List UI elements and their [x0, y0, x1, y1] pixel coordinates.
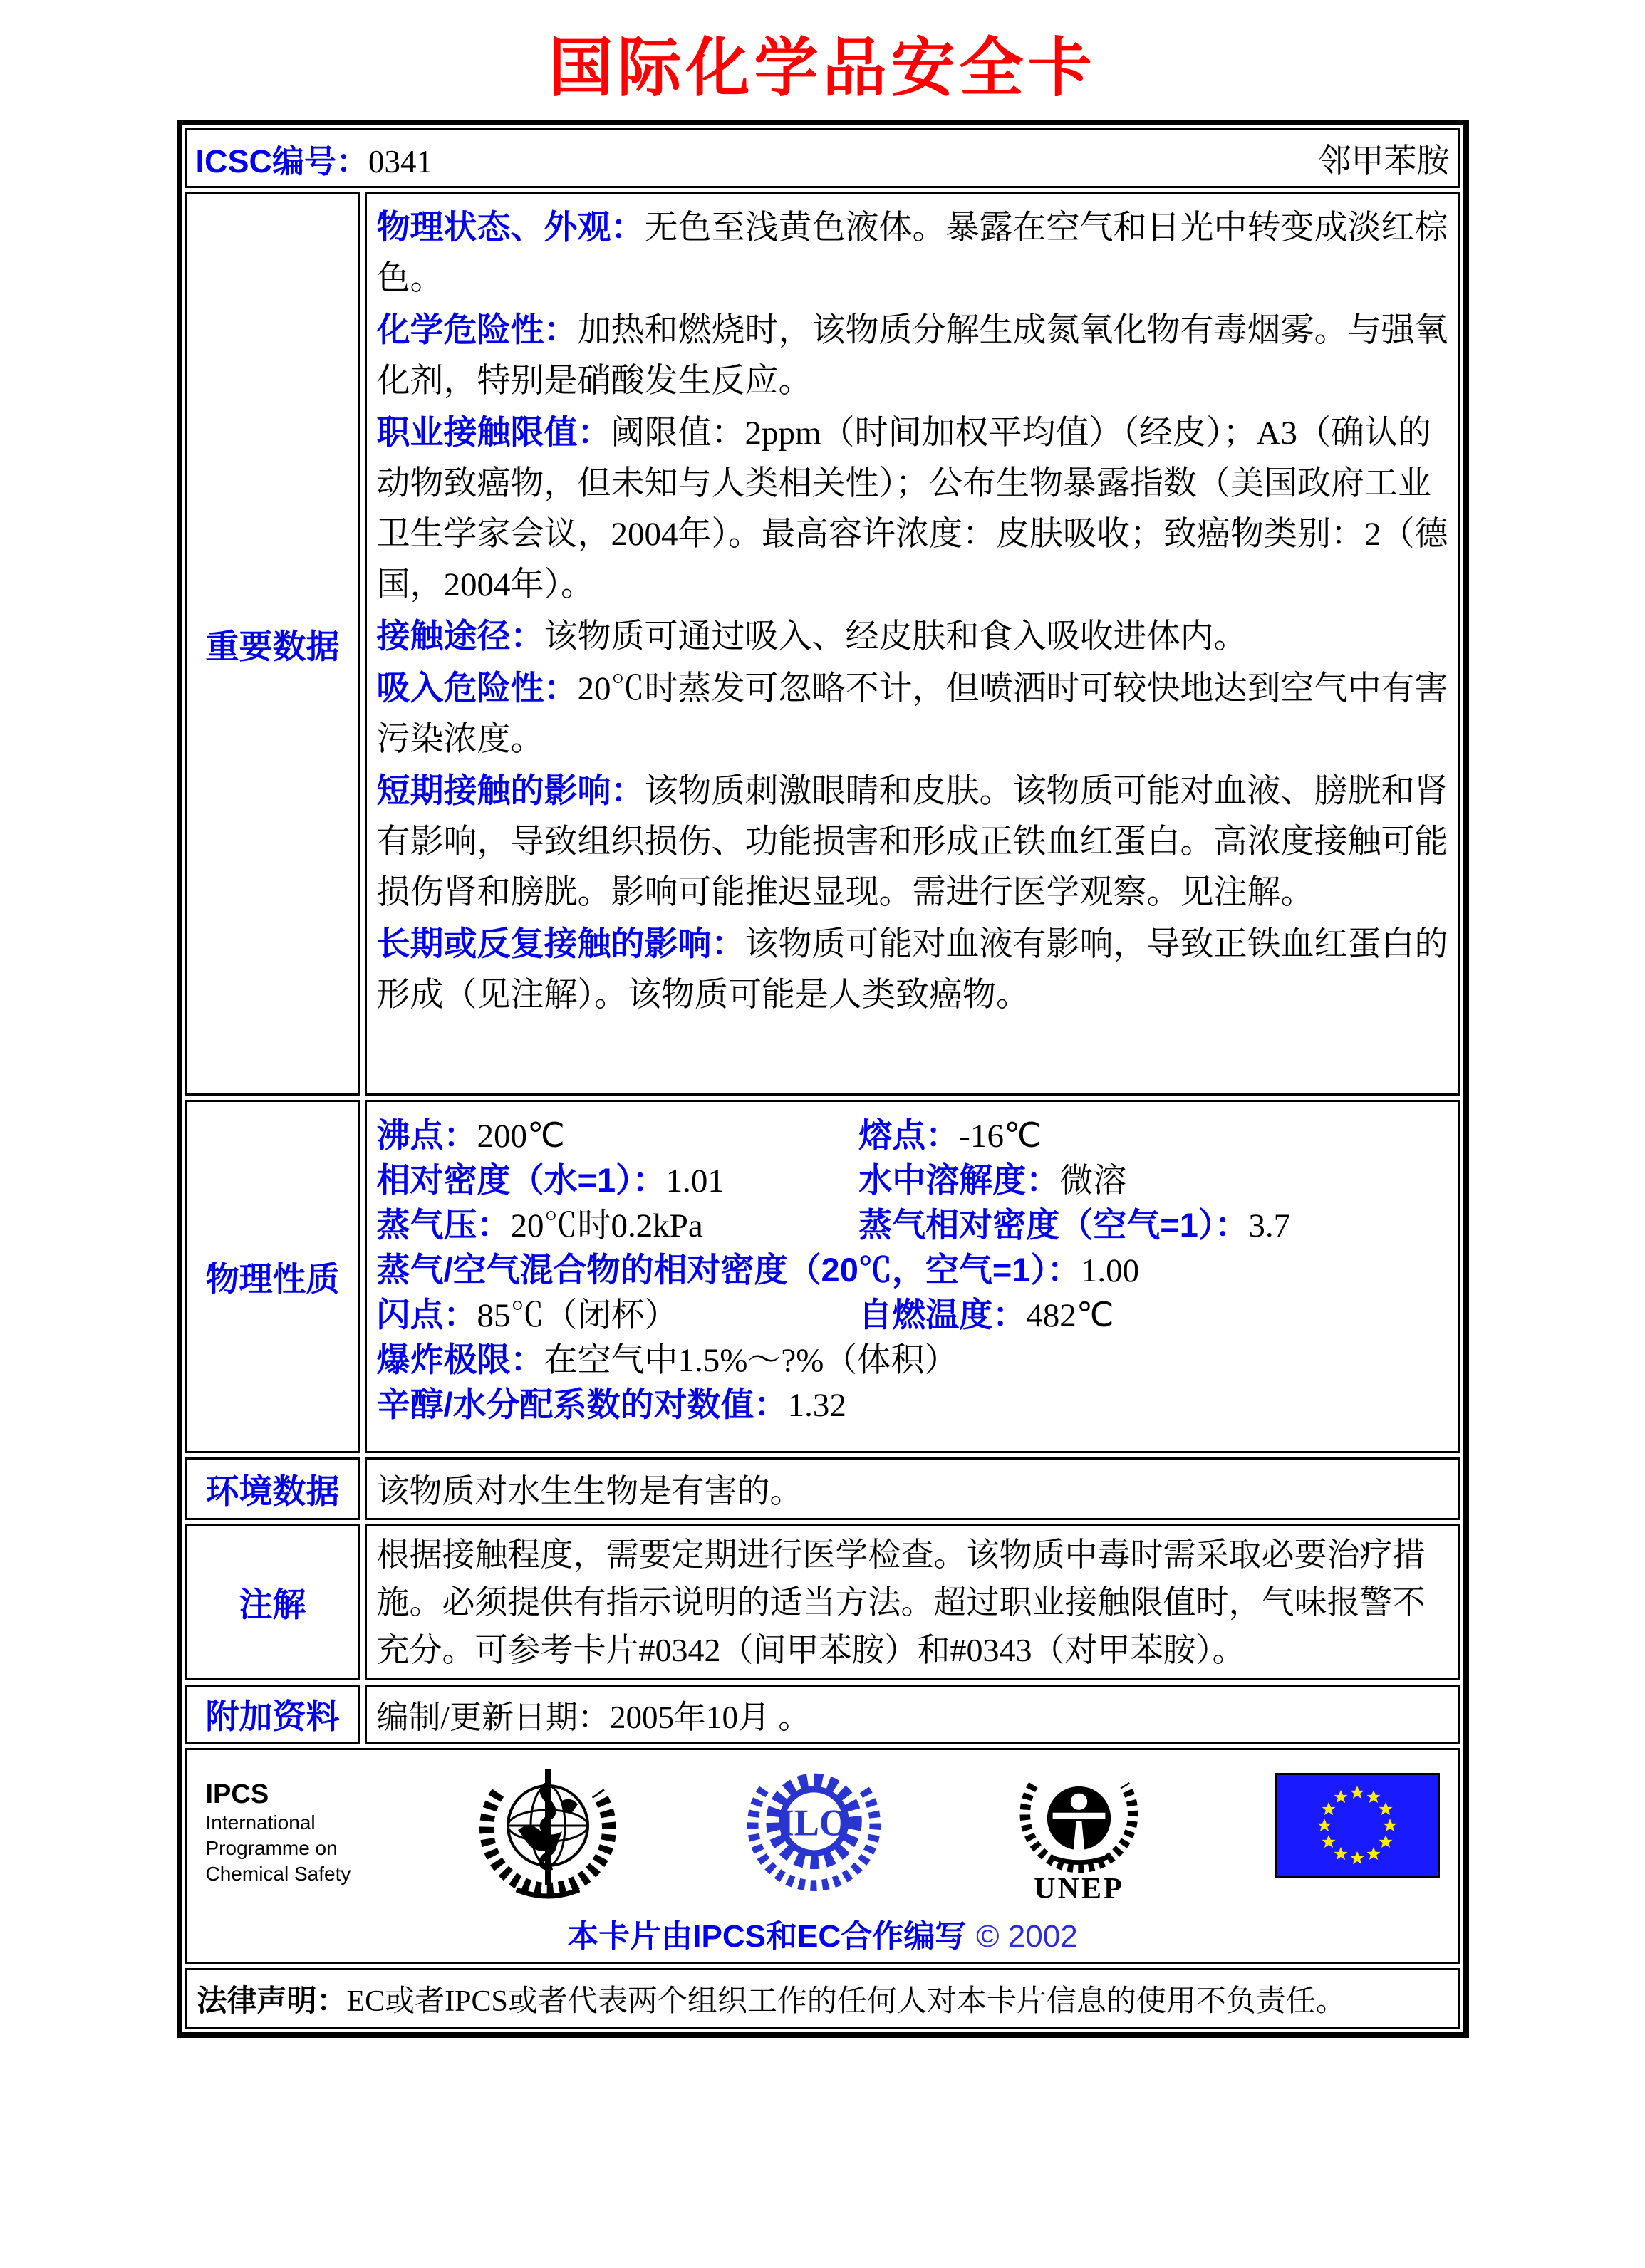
phys-row-vapour-air-mixture: 蒸气/空气混合物的相对密度（20℃，空气=1）：1.00 — [376, 1251, 1140, 1289]
who-logo-icon — [477, 1760, 619, 1906]
unep-logo-label: UNEP — [1034, 1873, 1124, 1905]
eu-flag-icon — [1275, 1773, 1440, 1878]
important-item-chemical-danger: 化学危险性：加热和燃烧时，该物质分解生成氮氧化物有毒烟雾。与强氧化剂，特别是硝酸发生反应。 — [376, 311, 1448, 400]
phys-row-boiling-melting: 沸点：200℃ 熔点：-16℃ — [376, 1116, 1042, 1155]
ilo-logo-icon — [744, 1760, 883, 1903]
icsc-number-group — [196, 135, 433, 182]
important-item-short-term-effects: 短期接触的影响：该物质刺激眼睛和皮肤。该物质可能对血液、膀胱和肾有影响，导致组织损伤、功能损害和形成正铁血红蛋白。高浓度接触可能损伤肾和膀胱。影响可能推迟显现。需进行医学观察。见注解。 — [376, 771, 1448, 911]
physical-properties-row — [185, 1100, 1460, 1453]
section-label-important-data: 重要数据 — [205, 627, 340, 665]
additional-info-row — [185, 1685, 1460, 1744]
icsc-number-label: ICSC编号： — [195, 142, 369, 180]
phys-row-density-solubility: 相对密度（水=1）：1.01 水中溶解度：微溶 — [376, 1161, 1127, 1200]
credit-text: 本卡片由IPCS和EC合作编写 — [567, 1919, 967, 1954]
physical-properties-content — [365, 1100, 1460, 1453]
logos-cell — [185, 1748, 1460, 1964]
physical-properties-label-cell — [185, 1100, 360, 1453]
credit-line — [206, 1910, 1440, 1956]
icsc-card-table — [177, 120, 1469, 2038]
unep-logo-block — [1010, 1760, 1148, 1906]
important-data-row — [185, 192, 1460, 1096]
phys-row-partition-coefficient: 辛醇/水分配系数的对数值：1.32 — [376, 1385, 846, 1424]
svg-text:ILO: ILO — [779, 1802, 849, 1844]
important-data-content — [365, 192, 1460, 1096]
important-item-long-term-effects: 长期或反复接触的影响：该物质可能对血液有影响，导致正铁血红蛋白的形成（见注解）。该物质可能是人类致癌物。 — [376, 925, 1448, 1014]
update-date-label: 编制/更新日期： — [376, 1700, 611, 1735]
unep-logo-icon — [1010, 1760, 1148, 1878]
page-title: 国际化学品安全卡 — [549, 33, 1096, 104]
phys-row-explosive-limits: 爆炸极限：在空气中1.5%～?%（体积） — [376, 1341, 958, 1379]
important-item-physical-state: 物理状态、外观：无色至浅黄色液体。暴露在空气和日光中转变成淡红棕色。 — [376, 208, 1448, 297]
important-data-label-cell — [185, 192, 360, 1096]
logos-row — [185, 1748, 1460, 1964]
chemical-name: 邻甲苯胺 — [1318, 142, 1450, 179]
legal-row — [185, 1968, 1460, 2029]
environmental-data-content: 该物质对水生生物是有害的。 — [365, 1457, 1460, 1520]
phys-row-vapour-pressure: 蒸气压：20℃时0.2kPa 蒸气相对密度（空气=1）：3.7 — [376, 1206, 1291, 1244]
important-item-exposure-routes: 接触途径：该物质可通过吸入、经皮肤和食入吸收进体内。 — [376, 617, 1247, 655]
section-label-environmental-data: 环境数据 — [205, 1472, 340, 1510]
important-item-occupational-limits: 职业接触限值：阈限值：2ppm（时间加权平均值）（经皮）；A3（确认的动物致癌物，但未知与人类相关性）；公布生物暴露指数（美国政府工业卫生学家会议，2004年）。最高容许浓度：皮肤吸收；致癌物类别：2（德国，2004年）。 — [376, 413, 1448, 603]
ipcs-title: IPCS — [205, 1779, 269, 1809]
legal-text: EC或者IPCS或者代表两个组织工作的任何人对本卡片信息的使用不负责任。 — [346, 1985, 1346, 2018]
ipcs-text-block: IPCS International Programme on Chemical Safety — [205, 1779, 351, 1885]
header-row — [185, 128, 1460, 188]
environmental-data-label-cell — [185, 1457, 360, 1520]
notes-row — [185, 1524, 1460, 1680]
important-item-inhalation-risk: 吸入危险性：20℃时蒸发可忽略不计，但喷洒时可较快地达到空气中有害污染浓度。 — [376, 669, 1448, 758]
phys-row-flash-autoignition: 闪点：85℃（闭杯） 自燃温度：482℃ — [376, 1296, 1114, 1334]
section-label-additional-info: 附加资料 — [205, 1697, 340, 1735]
additional-info-content — [365, 1685, 1460, 1744]
notes-label-cell — [185, 1524, 360, 1680]
legal-cell — [185, 1968, 1460, 2029]
legal-label: 法律声明： — [197, 1984, 347, 2017]
icsc-number-value: 0341 — [368, 143, 433, 180]
update-date-value: 2005年10月 。 — [610, 1700, 811, 1735]
environmental-data-row — [185, 1457, 1460, 1520]
notes-content: 根据接触程度，需要定期进行医学检查。该物质中毒时需采取必要治疗措施。必须提供有指示说明的适当方法。超过职业接触限值时，气味报警不充分。可参考卡片#0342（间甲苯胺）和#0343（对甲苯胺）。 — [365, 1524, 1460, 1680]
logos-strip — [206, 1760, 1440, 1906]
card-header-cell — [185, 128, 1460, 188]
section-label-physical-properties: 物理性质 — [205, 1259, 340, 1298]
additional-info-label-cell — [185, 1685, 360, 1744]
section-label-notes: 注解 — [239, 1586, 306, 1623]
copyright-text: © 2002 — [976, 1919, 1078, 1954]
